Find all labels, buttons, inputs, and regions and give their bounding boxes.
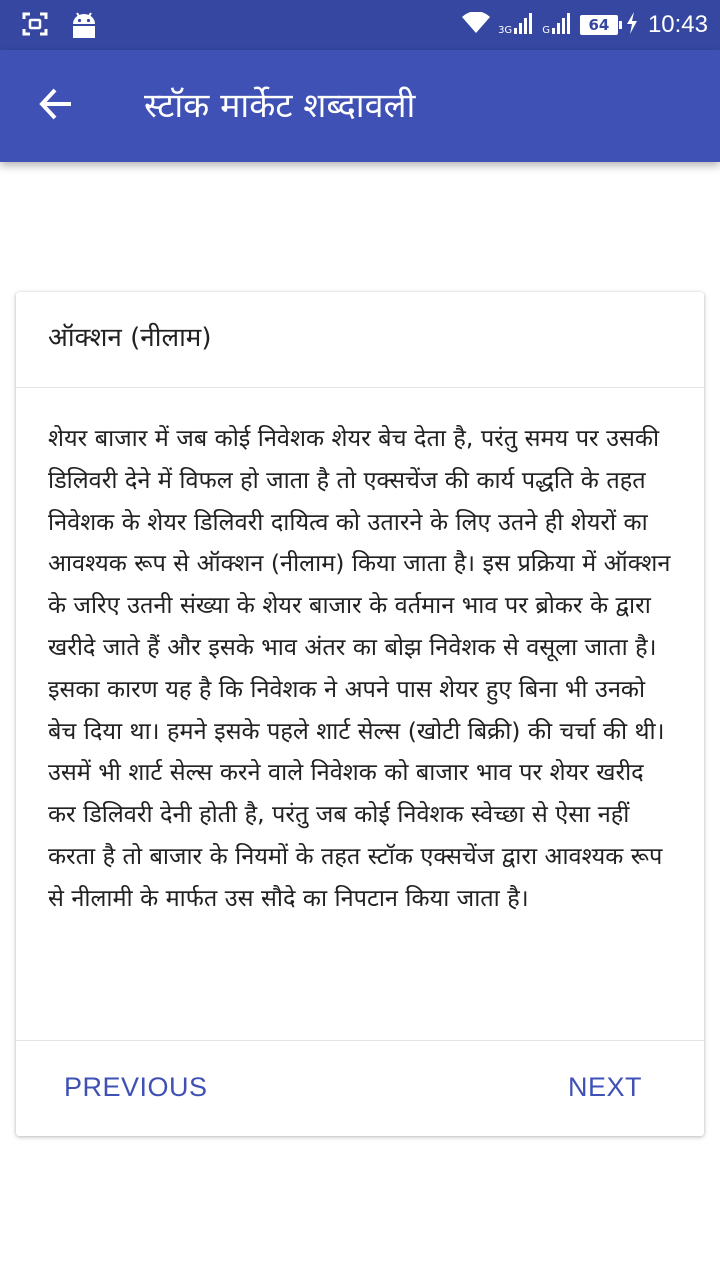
back-button[interactable] [28, 78, 84, 134]
arrow-left-icon [38, 86, 74, 126]
status-right-icons [462, 8, 708, 42]
term-card [16, 292, 704, 1136]
android-icon [70, 10, 98, 42]
network-3g-label: 3G [498, 25, 513, 36]
charging-icon [626, 12, 638, 38]
clock: 10:43 [647, 11, 708, 38]
signal-icon [514, 12, 534, 38]
app-title: स्टॉक मार्केट शब्दावली [144, 86, 416, 126]
card-header [16, 292, 704, 388]
term-title: ऑक्शन (नीलाम) [48, 323, 212, 353]
term-description: शेयर बाजार में जब कोई निवेशक शेयर बेच देता है, परंतु समय पर उसकी डिलिवरी देने में विफल हो जाता है तो एक्सचेंज की कार्य पद्धति के तहत निवेशक के शेयर डिलिवरी दायित्व को उतारने के लिए उतने ही शेयरों का आवश्यक रूप से ऑक्शन (नीलाम) किया जाता है। इस प्रक्रिया में ऑक्शन के जरिए उतनी संख्या के शेयर बाजार के वर्तमान भाव पर ब्रोकर के द्वारा खरीदे जाते हैं और इसके भाव अंतर का बोझ निवेशक से वसूला जाता है। इसका कारण यह है कि निवेशक ने अपने पास शेयर हुए बिना भी उनको बेच दिया था। हमने इसके पहले शार्ट सेल्स (खोटी बिक्री) की चर्चा की थी। उसमें भी शार्ट सेल्स करने वाले निवेशक को बाजार भाव पर शेयर खरीद कर डिलिवरी देनी होती है, परंतु जब कोई निवेशक स्वेच्छा से ऐसा नहीं करता है तो बाजार के नियमों के तहत स्टॉक एक्सचेंज द्वारा आवश्यक रूप से नीलामी के मार्फत उस सौदे का निपटान किया जाता है। [48, 424, 671, 912]
status-left-icons [22, 10, 98, 42]
screenshot-icon [22, 11, 48, 41]
card-actions [16, 1040, 704, 1136]
wifi-icon [462, 12, 490, 38]
signal-icon [552, 12, 572, 38]
app-bar [0, 50, 720, 162]
status-bar [0, 0, 720, 50]
next-button[interactable]: NEXT [567, 1072, 642, 1102]
battery-icon: 64 [580, 15, 618, 35]
network-g-label: G [542, 25, 550, 36]
previous-button[interactable]: PREVIOUS [64, 1072, 208, 1102]
